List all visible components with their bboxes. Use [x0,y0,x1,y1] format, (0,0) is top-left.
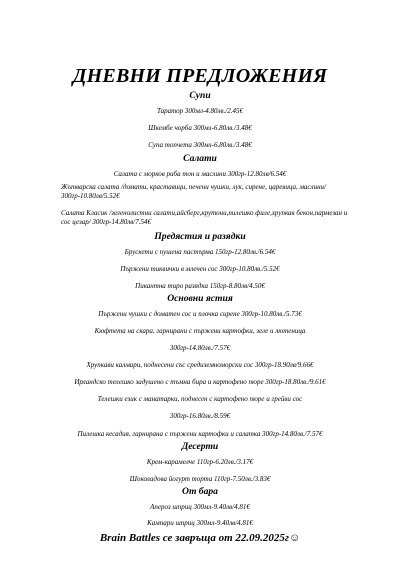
menu-item: Пикантна тиро разядка 150гр-8.80лв/4.50€ [135,282,265,290]
menu-item: Кюфтета на скара, гарнирани с пържени картофки, зеле и лютеница [94,327,306,335]
section-heading-soups: Супи [189,90,211,101]
footer-announcement: Brain Battles се завръща от 22.09.2025г☺ [99,532,301,544]
menu-item: Крем-карамелче 110гр-6.20лв./3.17€ [146,458,254,466]
menu-item: 300гр-14.80лв./7.57€ [169,344,231,352]
menu-item: Брускети с пушена пастърма 150гр-12.80лв./6.54€ [124,248,276,256]
menu-item: 300гр-16.80лв./8.59€ [169,412,231,420]
menu-item: Телешки език с манатарки, поднесен с картофено пюре и грейви сос [97,395,303,403]
menu-item: Кампари шприц 300мл-9.40лв/4.81€ [147,519,253,527]
menu-item: Шоколадова йогурт торта 110гр-7.50лв./3.83€ [129,475,271,483]
section-heading-mains: Основни ястия [167,293,233,304]
menu-item: Хрупкави калмари, поднесени със средиземноморски сос 300гр-18.90лв/9.66€ [86,361,314,369]
menu-item: Салата с морков риба тон и маслини 300гр-12.80лв/6.54€ [113,170,287,178]
menu-item: Пилешка кесадия, гарнирана с пържени картофки и салатка 300гр-14.80лв./7.57€ [77,430,323,438]
menu-item: Супа топчета 300мл-6.80лв./3.48€ [148,141,252,149]
page-title: ДНЕВНИ ПРЕДЛОЖЕНИЯ [72,65,328,87]
section-heading-salads: Салати [183,153,217,164]
section-heading-starters: Предястия и разядки [154,231,246,242]
menu-item: Пържени тиквички в млечен сос 300гр-10.80лв./5.52€ [120,265,280,273]
menu-item: Апероз шприц 300мл-9.40лв/4.81€ [150,503,250,511]
menu-item: Пържени чушки с доматен сос и плочка сирене 300гр-10.80лв./5.73€ [98,310,302,318]
section-heading-bar: От бара [182,486,218,497]
section-heading-desserts: Десерти [181,441,219,452]
menu-item: Таратор 300мл-4.80лв./2.45€ [156,107,244,115]
menu-item: Жътварска салата /домати, краставици, печени чушки, лук, сирене, царевица, маслини/ 300гр-10.80лв/5.52€ [61,183,326,200]
menu-item: Ирландско телешко задушено с тъмна бира и картофено пюре 300гр-18.80лв./9.61€ [74,378,326,386]
menu-item: Салата Класик /зеленолистни салати,айсберг,крутони,пилешко филе,хрупкав бекон,пармезан и сос цезар/ 300гр-14.80лв/7.54€ [61,209,348,226]
menu-item: Шкембе чорба 300мл-6.80лв./3.48€ [148,124,252,132]
